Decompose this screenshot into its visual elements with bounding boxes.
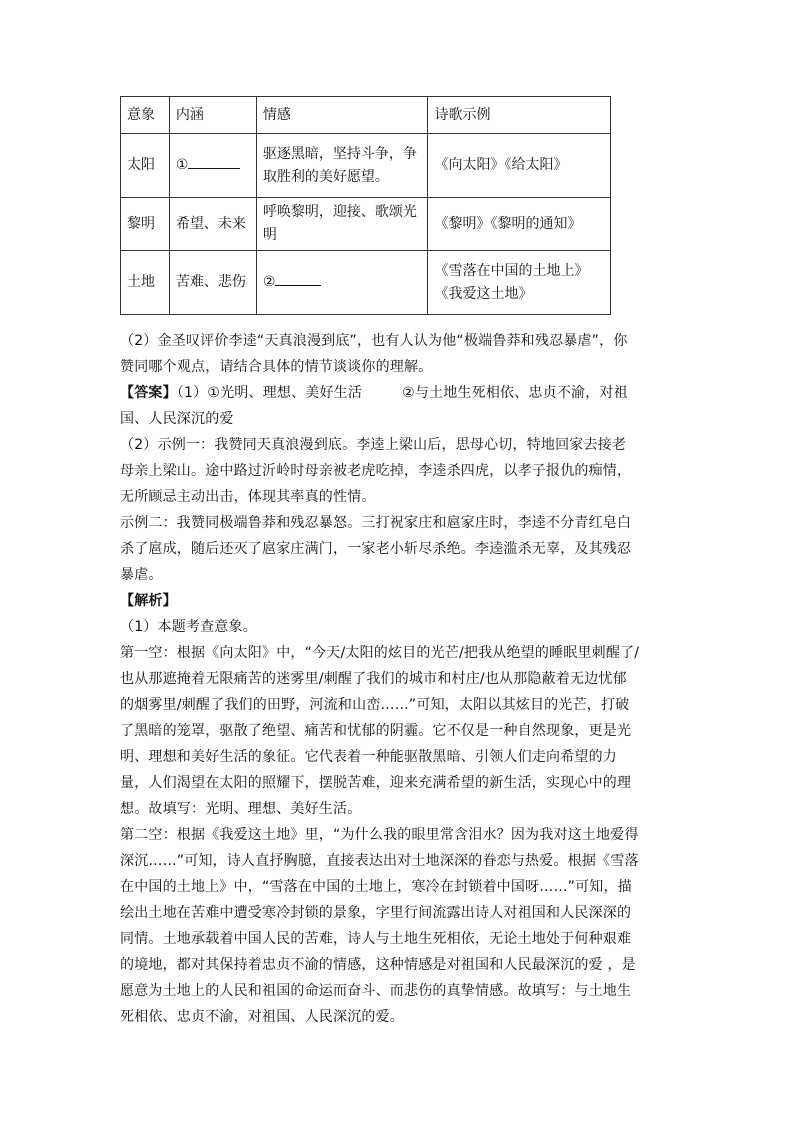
table-header-row bbox=[121, 97, 611, 134]
cell-example bbox=[428, 134, 611, 198]
table-row bbox=[121, 198, 611, 251]
blank-number: ② bbox=[262, 274, 276, 290]
question-2: （2）金圣叹评价李逵“天真浪漫到底”，也有人认为他“极端鲁莽和残忍暴虐”，你赞同哪个观点，请结合具体的情节谈谈你的理解。 bbox=[120, 333, 628, 375]
analysis-label: 【解析】 bbox=[120, 593, 177, 609]
cell-meaning: 希望、未来 bbox=[169, 198, 256, 251]
analysis-p3: 第二空：根据《我爱这土地》里，“为什么我的眼里常含泪水？因为我对这土地爱得深沉……”可知，诗人直抒胸臆，直接表达出对土地深深的眷恋与热爱。根据《雪落在中国的土地上》中，“雪落在中国的土地上，寒冷在封锁着中国呀……”可知，描绘出土地在苦难中遭受寒冷封锁的景象，字里行间流露出诗人对祖国和人民深深的同情。土地承载着中国人民的苦难，诗人与土地生死相依，无论土地处于何种艰难的境地，都对其保持着忠贞不渝的情感，这种情感是对祖国和人民最深沉的爱 ，是愿意为土地上的人民和祖国的命运而奋斗、而悲伤的真挚情感。故填写：与土地生死相依、忠贞不渝，对祖国、人民深沉的爱。 bbox=[120, 827, 639, 1025]
blank-number: ① bbox=[175, 157, 189, 173]
header-imagery: 意象 bbox=[121, 97, 170, 134]
cell-meaning: 苦难、悲伤 bbox=[169, 251, 256, 315]
imagery-table bbox=[120, 96, 611, 315]
analysis-p2: 第一空：根据《向太阳》中，“今天/太阳的炫目的光芒/把我从绝望的睡眠里刺醒了/也从那遮掩着无限痛苦的迷雾里/刺醒了我们的城市和村庄/也从那隐蔽着无边忧郁的烟雾里/刺醒了我们的田野，河流和山峦……”可知，太阳以其炫目的光芒，打破了黑暗的笼罩，驱散了绝望、痛苦和忧郁的阴霾。它不仅是一种自然现象，更是光明、理想和美好生活的象征。它代表着一种能驱散黑暗、引领人们走向希望的力量，人们渴望在太阳的照耀下，摆脱苦难，迎来充满希望的新生活，实现心中的理想。故填写：光明、理想、美好生活。 bbox=[120, 645, 640, 817]
answer-part-1 bbox=[120, 380, 640, 432]
header-meaning: 内涵 bbox=[169, 97, 256, 134]
example-line: 《黎明》《黎明的通知》 bbox=[434, 215, 582, 232]
cell-meaning-blank bbox=[169, 134, 256, 198]
answer-1b: ②与土地生死相依、忠贞不渝，对祖国、人民深沉的爱 bbox=[120, 385, 628, 427]
header-emotion: 情感 bbox=[256, 97, 428, 134]
example-line: 《向太阳》《给太阳》 bbox=[434, 157, 568, 173]
cell-image: 土地 bbox=[121, 251, 170, 315]
fill-in-blank[interactable] bbox=[188, 154, 240, 169]
fill-in-blank[interactable] bbox=[275, 271, 321, 286]
cell-image: 黎明 bbox=[121, 198, 170, 251]
example-line: 《雪落在中国的土地上》 bbox=[434, 262, 589, 279]
analysis-p1: （1）本题考查意象。 bbox=[120, 619, 257, 635]
example-line: 《我爱这土地》 bbox=[434, 285, 533, 302]
cell-emotion: 驱逐黑暗，坚持斗争，争取胜利的美好愿望。 bbox=[256, 134, 428, 198]
answer-label: 【答案】 bbox=[120, 385, 177, 401]
body-text bbox=[120, 328, 640, 1030]
cell-example bbox=[428, 198, 611, 251]
answer-part-3: 示例二：我赞同极端鲁莽和残忍暴怒。三打祝家庄和扈家庄时，李逵不分青红皂白杀了扈成，随后还灭了扈家庄满门，一家老小斩尽杀绝。李逵滥杀无辜，及其残忍暴虐。 bbox=[120, 515, 632, 583]
table-row bbox=[121, 251, 611, 315]
answer-1a: （1）①光明、理想、美好生活 bbox=[176, 385, 363, 401]
header-example: 诗歌示例 bbox=[428, 97, 611, 134]
answer-part-2: （2）示例一：我赞同天真浪漫到底。李逵上梁山后，思母心切，特地回家去接老母亲上梁山。途中路过沂岭时母亲被老虎吃掉，李逵杀四虎，以孝子报仇的痴情，无所顾忌主动出击，体现其率真的性情。 bbox=[120, 437, 632, 505]
cell-emotion: 呼唤黎明，迎接、歌颂光明 bbox=[256, 198, 428, 251]
cell-emotion-blank bbox=[256, 251, 428, 315]
cell-example bbox=[428, 251, 611, 315]
table-row bbox=[121, 134, 611, 198]
cell-image: 太阳 bbox=[121, 134, 170, 198]
